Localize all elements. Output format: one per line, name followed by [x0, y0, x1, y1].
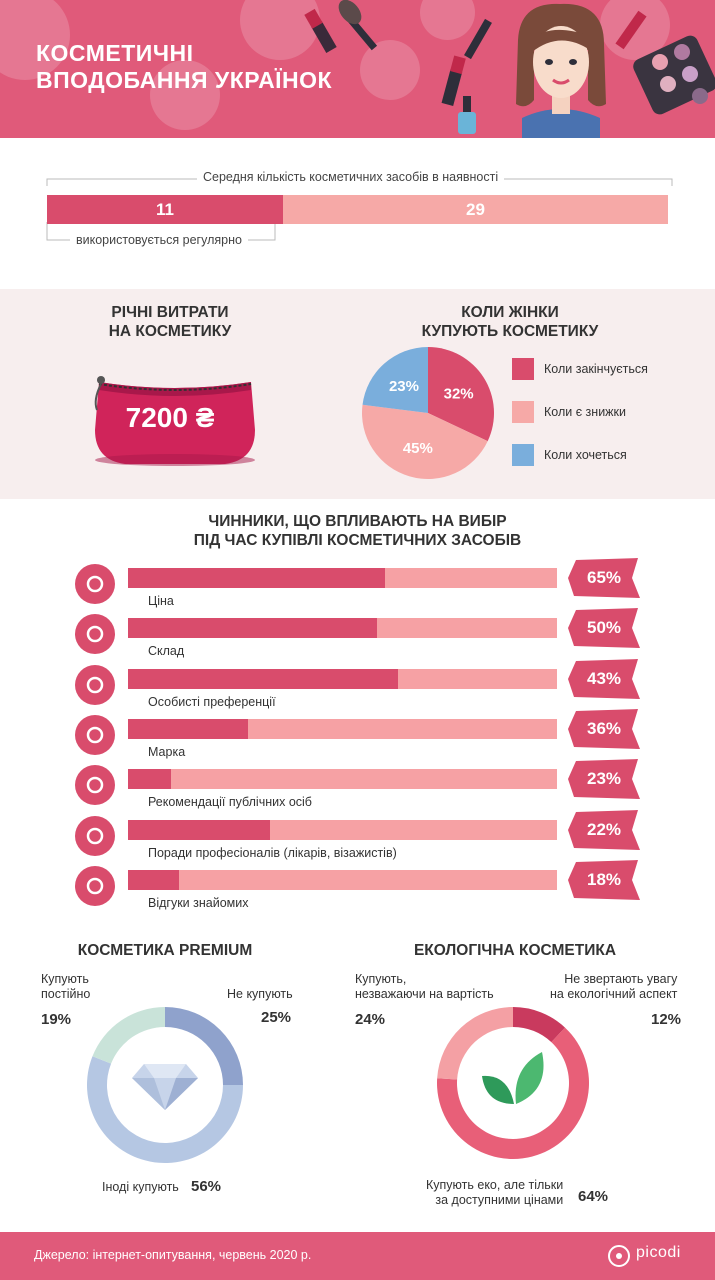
factor-label: Відгуки знайомих — [148, 895, 249, 910]
pie-slice-label: 45% — [402, 439, 433, 457]
factor-pct-value: 43% — [586, 668, 622, 688]
legend-item-runs-out — [512, 358, 648, 380]
factors-title: ЧИННИКИ, ЩО ВПЛИВАЮТЬ НА ВИБІР ПІД ЧАС КУПІВЛІ КОСМЕТИЧНИХ ЗАСОБІВ — [193, 513, 522, 549]
eco-title: ЕКОЛОГІЧНА КОСМЕТИКА — [413, 942, 617, 959]
header-banner — [0, 0, 715, 138]
price-tag-icon — [75, 564, 115, 604]
factor-label: Ціна — [148, 594, 174, 608]
factor-bar-track — [128, 769, 557, 789]
factor-bar-fill — [128, 568, 385, 588]
cosmetics-illustration — [0, 0, 715, 138]
flask-icon — [75, 614, 115, 654]
source-note: Джерело: інтернет-опитування, червень 2020 р. — [34, 1248, 312, 1262]
eco-affordable-label: Купують еко, але тільки за доступними цінами — [426, 1178, 564, 1207]
factor-bar-fill — [128, 618, 377, 638]
legend-swatch — [512, 401, 534, 423]
stock-used-label: використовується регулярно — [70, 233, 248, 247]
chat-icon — [75, 866, 115, 906]
factor-pct-value: 23% — [586, 769, 622, 789]
legend-item-discounts — [512, 401, 626, 423]
thumbs-up-icon — [75, 665, 115, 705]
stock-used-bar — [47, 195, 283, 224]
factor-label: Рекомендації публічних осіб — [148, 795, 312, 810]
stock-total-bar — [283, 195, 668, 224]
eyeshadow-palette-icon — [631, 33, 715, 117]
legend-label: Коли є знижки — [544, 405, 626, 419]
diamond-icon — [130, 1062, 200, 1112]
factor-pct-badge — [568, 558, 640, 598]
eco-ignore-pct: 12% — [651, 1011, 682, 1028]
eco-affordable-pct: 64% — [578, 1188, 609, 1205]
spending-amount: 7200 ₴ — [125, 402, 215, 433]
factor-bar-fill — [128, 769, 171, 789]
eco-ignore-label: Не звертають увагу на екологічний аспект — [550, 972, 678, 1001]
factor-pct-value: 18% — [586, 869, 622, 889]
factor-bar-track — [128, 820, 557, 840]
factor-bar-track — [128, 568, 557, 588]
factor-pct-value: 36% — [586, 718, 622, 738]
factor-bar-track — [128, 719, 557, 739]
spending-title: РІЧНІ ВИТРАТИ НА КОСМЕТИКУ — [108, 304, 232, 340]
when-buy-title: КОЛИ ЖІНКИ КУПУЮТЬ КОСМЕТИКУ — [421, 304, 599, 340]
stock-used-value: 11 — [156, 199, 174, 219]
lipstick-icon — [304, 9, 336, 53]
pie-slice-label: 32% — [443, 385, 474, 403]
factor-bar-track — [128, 669, 557, 689]
pie-slice-label: 23% — [388, 377, 420, 395]
woman-avatar — [516, 4, 606, 138]
factor-label: Склад — [148, 644, 185, 659]
lipstick-icon — [615, 11, 646, 50]
factor-label: Марка — [148, 744, 186, 759]
premium-title: КОСМЕТИКА PREMIUM — [77, 942, 253, 959]
factor-bar-fill — [128, 870, 179, 890]
premium-not-label: Не купують — [227, 987, 293, 1001]
factor-bar-track — [128, 870, 557, 890]
premium-not-pct: 25% — [261, 1009, 292, 1026]
nail-polish-icon — [458, 96, 476, 134]
factor-pct-badge — [568, 810, 640, 850]
premium-always-label: Купують постійно — [41, 972, 91, 1001]
eco-regardless-label: Купують, незважаючи на вартість — [355, 972, 494, 1001]
factor-pct-value: 50% — [586, 618, 622, 638]
factor-pct-badge — [568, 709, 640, 749]
professional-icon — [75, 816, 115, 856]
factor-label: Поради професіоналів (лікарів, візажистів) — [148, 845, 397, 860]
eco-regardless-pct: 24% — [355, 1011, 386, 1028]
factor-pct-badge — [568, 659, 640, 699]
when-buy-pie-chart — [358, 343, 498, 483]
factor-pct-badge — [568, 759, 640, 799]
legend-swatch — [512, 358, 534, 380]
factor-bar-fill — [128, 719, 248, 739]
factor-bar-fill — [128, 820, 270, 840]
legend-swatch — [512, 444, 534, 466]
makeup-brush-icon — [334, 0, 377, 50]
stock-total-label: Середня кількість косметичних засобів в наявності — [197, 170, 504, 184]
page-title: КОСМЕТИЧНІ ВПОДОБАННЯ УКРАЇНОК — [36, 40, 333, 93]
star-bubble-icon — [75, 765, 115, 805]
factor-label: Особисті преференції — [148, 694, 276, 709]
stock-total-value: 29 — [466, 199, 485, 219]
factor-pct-badge — [568, 860, 640, 900]
legend-label: Коли закінчується — [544, 362, 648, 376]
picodi-logo-icon — [608, 1243, 630, 1269]
factor-pct-value: 65% — [586, 568, 622, 587]
premium-sometimes-pct: 56% — [191, 1178, 222, 1195]
legend-label: Коли хочеться — [544, 448, 627, 462]
premium-sometimes-label: Іноді купують — [102, 1180, 179, 1194]
factor-bar-track — [128, 618, 557, 638]
premium-always-pct: 19% — [41, 1011, 72, 1028]
factor-bar-fill — [128, 669, 398, 689]
brand-name: picodi — [636, 1244, 681, 1261]
lipstick-icon — [442, 56, 466, 106]
donut-segment — [92, 1007, 165, 1064]
mascara-icon — [464, 19, 492, 59]
factor-pct-value: 22% — [586, 819, 622, 839]
footer — [0, 1232, 715, 1280]
brand-badge-icon — [75, 715, 115, 755]
leaves-icon — [478, 1050, 548, 1110]
factor-pct-badge — [568, 608, 640, 648]
legend-item-want — [512, 444, 627, 466]
